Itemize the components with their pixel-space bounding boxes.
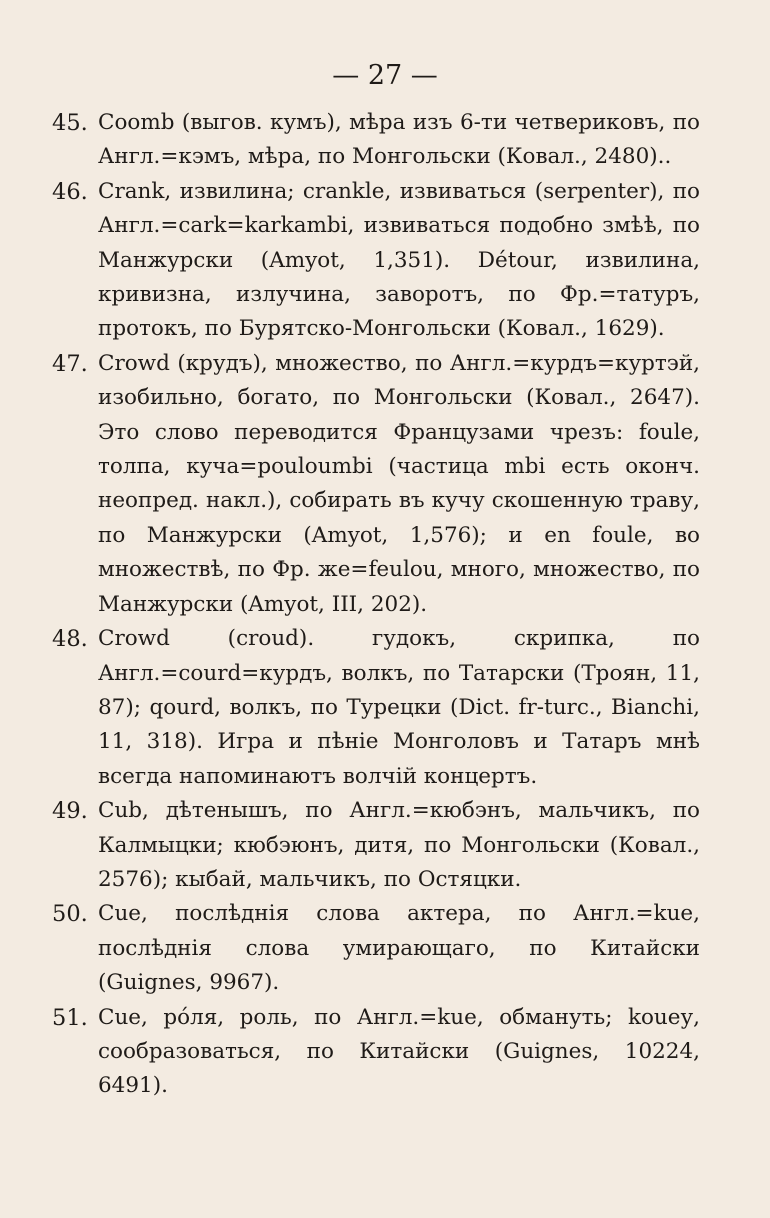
entry-48 <box>52 622 700 794</box>
entry-47 <box>52 347 700 622</box>
entry-text: Crank, извилина; crankle, извиваться (serpenter), по Англ.=cark=karkambi, извиваться подобно змѣѣ, по Манжурски (Amyot, 1,351). Détour, извилина, кривизна, излучина, заворотъ, по Фр.=татуръ, протокъ, по Бурятско-Монгольски (Ковал., 1629). <box>98 178 700 342</box>
entry-46 <box>52 175 700 347</box>
entry-50 <box>52 897 700 1000</box>
entry-text: Crowd (крудъ), множество, по Англ.=курдъ=куртэй, изобильно, богато, по Монгольски (Ковал., 2647). Это слово переводится Французами чрезъ: foule, толпа, куча=pouloumbi (частица mbi есть оконч. неопред. накл.), собирать въ кучу скошенную траву, по Манжурски (Amyot, 1,576); и en foule, во множествѣ, по Фр. же=feulou, много, множество, по Манжурски (Amyot, III, 202). <box>98 350 700 617</box>
entry-number: 50. <box>52 901 88 928</box>
entry-text: Cub, дѣтенышъ, по Англ.=кюбэнъ, мальчикъ, по Калмыцки; кюбэюнъ, дитя, по Монгольски (Ковал., 2576); кыбай, мальчикъ, по Остяцки. <box>98 798 700 892</box>
entry-number: 51. <box>52 1004 88 1031</box>
entry-number: 48. <box>52 626 88 653</box>
entry-text: Crowd (croud). гудокъ, скрипка, по Англ.=courd=курдъ, волкъ, по Татарски (Троян, 11, 87); qourd, волкъ, по Турецки (Dict. fr-turc., Bianchi, 11, 318). Игра и пѣніе Монголовъ и Татаръ мнѣ всегда напоминаютъ волчій концертъ. <box>98 626 700 789</box>
entry-number: 49. <box>52 798 88 825</box>
entry-51 <box>52 1001 700 1104</box>
entry-49 <box>52 794 700 897</box>
entry-number: 46. <box>52 178 88 205</box>
entry-text: Cue, рóля, роль, по Англ.=kue, обмануть; koueу, сообразоваться, по Китайски (Guignes, 10224, 6491). <box>98 1004 700 1099</box>
page-number: — 27 — <box>332 60 438 91</box>
entry-number: 45. <box>52 110 88 136</box>
entry-45 <box>52 106 700 175</box>
entry-text: Cue, послѣднія слова актера, по Англ.=kue, послѣднія слова умирающаго, по Китайски (Guignes, 9967). <box>98 901 700 996</box>
entry-number: 47. <box>52 350 88 377</box>
entry-text: Coomb (выгов. кумъ), мѣра изъ 6-ти четвериковъ, по Англ.=кэмъ, мѣра, по Монгольски (Ковал., 2480).. <box>98 110 700 170</box>
